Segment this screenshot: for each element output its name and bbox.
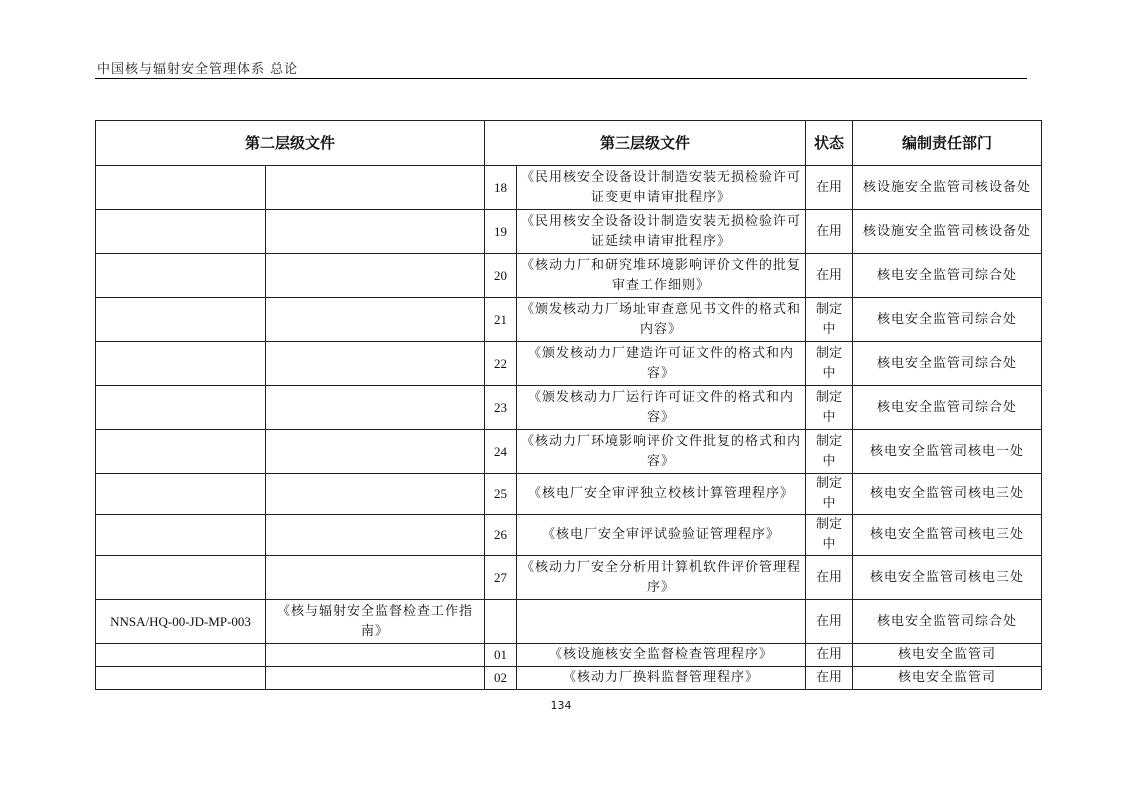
status-cell: 制定中 <box>806 298 853 342</box>
second-level-title-cell <box>266 254 485 298</box>
third-level-title-cell: 《核电厂安全审评独立校核计算管理程序》 <box>517 474 806 515</box>
third-level-number-cell: 24 <box>485 430 517 474</box>
table-row <box>96 298 1042 342</box>
status-cell: 制定中 <box>806 474 853 515</box>
department-cell: 核电安全监管司综合处 <box>853 254 1042 298</box>
second-level-code-cell <box>96 556 266 600</box>
second-level-title-cell <box>266 644 485 667</box>
second-level-code-cell <box>96 342 266 386</box>
table-row <box>96 474 1042 515</box>
status-cell: 在用 <box>806 600 853 644</box>
third-level-title-cell: 《核动力厂环境影响评价文件批复的格式和内容》 <box>517 430 806 474</box>
second-level-title-cell <box>266 556 485 600</box>
running-header: 中国核与辐射安全管理体系 总论 <box>97 62 299 77</box>
table-header-row <box>96 121 1042 166</box>
second-level-code-cell <box>96 430 266 474</box>
table-row <box>96 254 1042 298</box>
third-level-title-cell: 《民用核安全设备设计制造安装无损检验许可证变更申请审批程序》 <box>517 166 806 210</box>
third-level-number-cell: 25 <box>485 474 517 515</box>
table-row <box>96 430 1042 474</box>
status-cell: 在用 <box>806 166 853 210</box>
second-level-title-cell <box>266 474 485 515</box>
third-level-title-cell: 《核动力厂换料监督管理程序》 <box>517 667 806 690</box>
second-level-code-cell <box>96 210 266 254</box>
department-cell: 核电安全监管司核电一处 <box>853 430 1042 474</box>
second-level-title-cell <box>266 667 485 690</box>
third-level-title-cell: 《颁发核动力厂建造许可证文件的格式和内容》 <box>517 342 806 386</box>
status-cell: 制定中 <box>806 430 853 474</box>
status-cell: 制定中 <box>806 342 853 386</box>
third-level-number-cell: 26 <box>485 515 517 556</box>
department-cell: 核电安全监管司 <box>853 644 1042 667</box>
header-third-level: 第三层级文件 <box>485 121 806 166</box>
second-level-title-cell <box>266 166 485 210</box>
table-body <box>96 166 1042 690</box>
status-cell: 在用 <box>806 556 853 600</box>
second-level-code-cell <box>96 386 266 430</box>
second-level-code-cell <box>96 166 266 210</box>
second-level-code-cell: NNSA/HQ-00-JD-MP-003 <box>96 600 266 644</box>
second-level-code-cell <box>96 474 266 515</box>
table-row <box>96 166 1042 210</box>
status-cell: 在用 <box>806 644 853 667</box>
second-level-title-cell <box>266 430 485 474</box>
table-row <box>96 210 1042 254</box>
table-row <box>96 667 1042 690</box>
table-row <box>96 600 1042 644</box>
second-level-title-cell: 《核与辐射安全监督检查工作指南》 <box>266 600 485 644</box>
second-level-title-cell <box>266 342 485 386</box>
department-cell: 核电安全监管司核电三处 <box>853 474 1042 515</box>
second-level-title-cell <box>266 515 485 556</box>
third-level-number-cell <box>485 600 517 644</box>
third-level-number-cell: 27 <box>485 556 517 600</box>
page-number: 134 <box>550 699 572 712</box>
status-cell: 在用 <box>806 210 853 254</box>
department-cell: 核电安全监管司核电三处 <box>853 515 1042 556</box>
header-second-level: 第二层级文件 <box>96 121 485 166</box>
department-cell: 核电安全监管司 <box>853 667 1042 690</box>
third-level-number-cell: 01 <box>485 644 517 667</box>
department-cell: 核电安全监管司综合处 <box>853 342 1042 386</box>
third-level-title-cell: 《核动力厂安全分析用计算机软件评价管理程序》 <box>517 556 806 600</box>
third-level-number-cell: 19 <box>485 210 517 254</box>
status-cell: 制定中 <box>806 386 853 430</box>
third-level-title-cell: 《核动力厂和研究堆环境影响评价文件的批复审查工作细则》 <box>517 254 806 298</box>
status-cell: 在用 <box>806 254 853 298</box>
table-row <box>96 644 1042 667</box>
document-table <box>95 120 1042 690</box>
header-status: 状态 <box>806 121 853 166</box>
second-level-title-cell <box>266 298 485 342</box>
status-cell: 在用 <box>806 667 853 690</box>
second-level-title-cell <box>266 210 485 254</box>
second-level-title-cell <box>266 386 485 430</box>
department-cell: 核电安全监管司综合处 <box>853 298 1042 342</box>
third-level-title-cell: 《民用核安全设备设计制造安装无损检验许可证延续申请审批程序》 <box>517 210 806 254</box>
second-level-code-cell <box>96 667 266 690</box>
third-level-title-cell: 《颁发核动力厂场址审查意见书文件的格式和内容》 <box>517 298 806 342</box>
table-row <box>96 342 1042 386</box>
table-row <box>96 556 1042 600</box>
second-level-code-cell <box>96 644 266 667</box>
header-rule <box>95 78 1027 79</box>
third-level-number-cell: 21 <box>485 298 517 342</box>
table-row <box>96 515 1042 556</box>
department-cell: 核电安全监管司核电三处 <box>853 556 1042 600</box>
third-level-number-cell: 18 <box>485 166 517 210</box>
header-department: 编制责任部门 <box>853 121 1042 166</box>
department-cell: 核设施安全监管司核设备处 <box>853 166 1042 210</box>
third-level-title-cell <box>517 600 806 644</box>
third-level-number-cell: 23 <box>485 386 517 430</box>
second-level-code-cell <box>96 254 266 298</box>
third-level-title-cell: 《核电厂安全审评试验验证管理程序》 <box>517 515 806 556</box>
status-cell: 制定中 <box>806 515 853 556</box>
department-cell: 核电安全监管司综合处 <box>853 600 1042 644</box>
third-level-number-cell: 20 <box>485 254 517 298</box>
third-level-number-cell: 22 <box>485 342 517 386</box>
table-row <box>96 386 1042 430</box>
second-level-code-cell <box>96 298 266 342</box>
third-level-title-cell: 《颁发核动力厂运行许可证文件的格式和内容》 <box>517 386 806 430</box>
department-cell: 核电安全监管司综合处 <box>853 386 1042 430</box>
department-cell: 核设施安全监管司核设备处 <box>853 210 1042 254</box>
third-level-number-cell: 02 <box>485 667 517 690</box>
second-level-code-cell <box>96 515 266 556</box>
third-level-title-cell: 《核设施核安全监督检查管理程序》 <box>517 644 806 667</box>
